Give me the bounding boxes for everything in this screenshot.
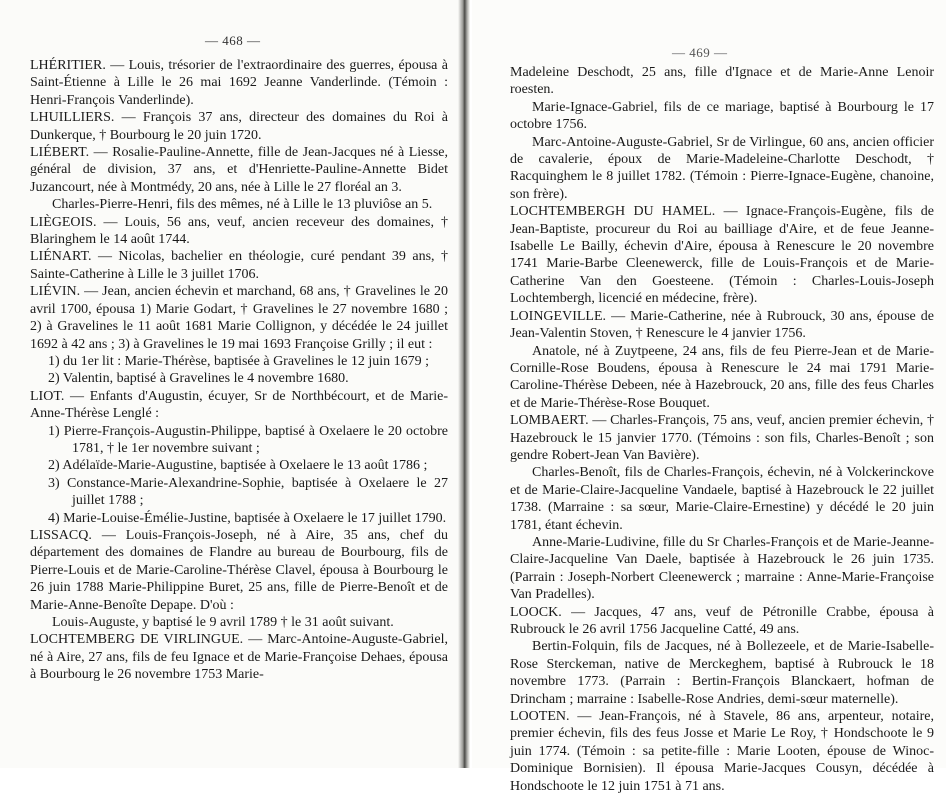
entry-lievin-child-1: 1) du 1er lit : Marie-Thérèse, baptisée à Gravelines le 12 juin 1679 ; xyxy=(48,353,429,369)
entry-liot-child-2: 2) Adélaïde-Marie-Augustine, baptisée à Oxelaere le 13 août 1786 ; xyxy=(48,458,428,474)
entry-lienart: LIÉNART. — Nicolas, bachelier en théologie, curé pendant 39 ans, † Sainte-Catherine à Lille le 3 juillet 1706. xyxy=(30,249,448,282)
entry-lhuilliers: LHUILLIERS. — François 37 ans, directeur des domaines du Roi à Dunkerque, † Bourbourg le 20 juin 1720. xyxy=(30,110,448,143)
right-page-text xyxy=(510,64,934,795)
entry-loock: LOOCK. — Jacques, 47 ans, veuf de Pétronille Crabbe, épousa à Rubrouck le 26 avril 1756 Jacqueline Catté, 49 ans. xyxy=(510,604,934,637)
entry-liot-child-3: 3) Constance-Marie-Alexandrine-Sophie, baptisée à Oxelaere le 27 juillet 1788 ; xyxy=(48,475,448,509)
entry-lombaert: LOMBAERT. — Charles-François, 75 ans, veuf, ancien premier échevin, † Hazebrouck le 15 janvier 1770. (Témoins : son fils, Charles-Benoît ; son gendre Robert-Jean Van Bavière). xyxy=(510,413,934,463)
entry-anatole: Anatole, né à Zuytpeene, 24 ans, fils de feu Pierre-Jean et de Marie-Cornille-Rose Boudens, épousa à Renescure le 24 mai 1791 Marie-Caroline-Thérèse Debeen, née à Hazebrouck, 20 ans, fille des feus Charles et de Marie-Thérèse-Rose Bouquet. xyxy=(510,343,934,411)
entry-loingeville: LOINGEVILLE. — Marie-Catherine, née à Rubrouck, 30 ans, épouse de Jean-Valentin Stoven, † Renescure le 4 janvier 1756. xyxy=(510,308,934,342)
entry-liot-child-1: 1) Pierre-François-Augustin-Philippe, baptisé à Oxelaere le 20 octobre 1781, † le 1er novembre suivant ; xyxy=(48,423,448,456)
entry-liebert: LIÉBERT. — Rosalie-Pauline-Annette, fille de Jean-Jacques né à Liesse, général de division, 37 ans, et d'Henriette-Pauline-Annette Bidet Juzancourt, née à Montmédy, 20 ans, née à Lille le 27 floréal an 3. xyxy=(30,145,448,195)
entry-liebert-child: Charles-Pierre-Henri, fils des mêmes, né à Lille le 13 pluviôse an 5. xyxy=(52,197,433,213)
entry-lievin-child-2: 2) Valentin, baptisé à Gravelines le 4 novembre 1680. xyxy=(48,371,349,387)
entry-marie-ignace-gabriel: Marie-Ignace-Gabriel, fils de ce mariage, baptisé à Bourbourg le 17 octobre 1756. xyxy=(510,99,934,133)
entry-lissacq: LISSACQ. — Louis-François-Joseph, né à Aire, 35 ans, chef du département des domaines de Flandre au bureau de Bourbourg, fils de Pierre-Louis et de Marie-Caroline-Thérèse Clavel, épousa à Bourbourg le 26 juin 1788 Marie-Philippine Buret, 25 ans, fille de Pierre-Benoît et de Marie-Anne-Benoîte Depape. D'où : xyxy=(30,527,448,613)
left-page-text xyxy=(30,57,448,684)
book-gutter xyxy=(458,0,470,768)
entry-charles-benoit: Charles-Benoît, fils de Charles-François, échevin, né à Volckerinckove et de Marie-Claire-Jacqueline Vandaele, baptisé à Hazebrouck le 22 juillet 1738. (Marraine : sa sœur, Marie-Claire-Ernestine) y décédé le 20 juin 1781, étant échevin. xyxy=(510,465,934,533)
left-page xyxy=(0,0,462,768)
entry-continuation: Madeleine Deschodt, 25 ans, fille d'Ignace et de Marie-Anne Lenoir roesten. xyxy=(510,65,934,98)
entry-liegeois: LIÈGEOIS. — Louis, 56 ans, veuf, ancien receveur des domaines, † Blaringhem le 14 août 1744. xyxy=(30,214,448,248)
entry-lochtembergh-du-hamel: LOCHTEMBERGH DU HAMEL. — Ignace-François-Eugène, fils de Jean-Baptiste, procureur du Roi au bailliage d'Aire, et de feue Jeanne-Isabelle Le Bailly, échevin d'Aire, épousa à Renescure le 20 novembre 1741 Marie-Barbe Cleenewerck, fille de Louis-François et de Marie-Catherine Van den Goesteene. (Témoin : Charles-Louis-Joseph Lochtembergh, licencié en médecine, frère). xyxy=(510,204,934,307)
page-number: — 469 — xyxy=(672,45,728,60)
right-page xyxy=(472,0,946,794)
entry-lievin: LIÉVIN. — Jean, ancien échevin et marchand, 68 ans, † Gravelines le 20 avril 1700, épousa 1) Marie Godart, † Gravelines le 27 novembre 1680 ; 2) à Gravelines le 11 août 1681 Marie Collignon, y décédée le 24 juillet 1692 à 42 ans ; 3) à Gravelines le 19 mai 1693 Françoise Grilly ; il eut : xyxy=(30,284,448,352)
page-number: — 468 — xyxy=(205,33,261,48)
entry-bertin-folquin: Bertin-Folquin, fils de Jacques, né à Bollezeele, et de Marie-Isabelle-Rose Sterckeman, native de Merckeghem, baptisé à Rubrouck le 18 novembre 1773. (Parrain : Bertin-François Blanckaert, hofman de Drincham ; marraine : Isabelle-Rose Andries, demi-sœur maternelle). xyxy=(510,639,934,707)
entry-liot: LIOT. — Enfants d'Augustin, écuyer, Sr de Northbécourt, et de Marie-Anne-Thérèse Lenglé : xyxy=(30,388,448,422)
entry-looten: LOOTEN. — Jean-François, né à Stavele, 86 ans, arpenteur, notaire, premier échevin, fils des feus Josse et Marie Le Roy, † Hondschoote le 9 juin 1774. (Témoin : sa petite-fille : Marie Looten, épouse de Winoc-Dominique Bornisien). Il épousa Marie-Jacques Cousyn, décédée à Hondschoote le 12 juin 1751 à 71 ans. xyxy=(510,709,934,794)
entry-lheritier: LHÉRITIER. — Louis, trésorier de l'extraordinaire des guerres, épousa à Saint-Étienne à Lille le 26 mai 1692 Jeanne Vanderlinde. (Témoin : Henri-François Vanderlinde). xyxy=(30,58,448,108)
entry-lissacq-child: Louis-Auguste, y baptisé le 9 avril 1789 † le 31 août suivant. xyxy=(52,615,394,630)
entry-anne-marie-ludivine: Anne-Marie-Ludivine, fille du Sr Charles-François et de Marie-Jeanne-Claire-Jacqueline Van Daele, baptisée à Hazebrouck le 26 juin 1735. (Parrain : Joseph-Norbert Cleenewerck ; marraine : Anne-Marie-Françoise Van Pradelles). xyxy=(510,534,934,603)
entry-lochtemberg-de-virlingue: LOCHTEMBERG DE VIRLINGUE. — Marc-Antoine-Auguste-Gabriel, né à Aire, 27 ans, fils de feu Ignace et de Marie-Françoise Dehaes, épousa à Bourbourg le 26 novembre 1753 Marie- xyxy=(30,632,448,683)
entry-marc-antoine: Marc-Antoine-Auguste-Gabriel, Sr de Virlingue, 60 ans, ancien officier de cavalerie, époux de Marie-Madeleine-Charlotte Deschodt, † Racquinghem le 8 juillet 1782. (Témoin : Pierre-Ignace-Eugène, chanoine, son frère). xyxy=(510,134,934,202)
entry-liot-child-4: 4) Marie-Louise-Émélie-Justine, baptisée à Oxelaere le 17 juillet 1790. xyxy=(48,510,447,526)
